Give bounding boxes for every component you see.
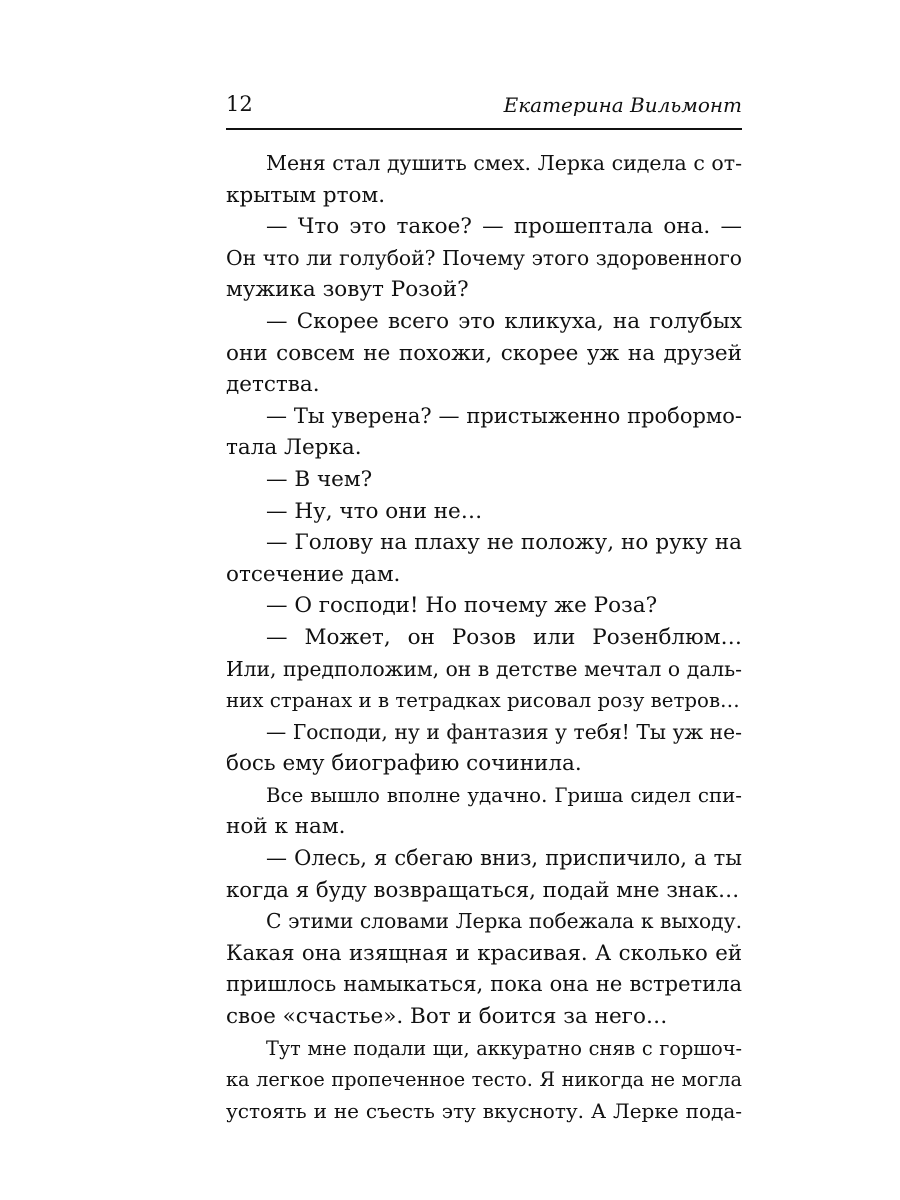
text-line: — Олесь, я сбегаю вниз, приспичило, а ты <box>266 846 742 871</box>
text-line: свое «счастье». Вот и боится за него… <box>226 1004 668 1030</box>
text-line: — Ну, что они не… <box>266 498 483 524</box>
text-line: Какая она изящная и красивая. А сколько ей <box>226 940 742 966</box>
page-header <box>226 88 742 130</box>
text-line: — Ты уверена? — пристыженно пробормо- <box>266 403 742 428</box>
text-line: Все вышло вполне удачно. Гриша сидел спи- <box>266 783 742 807</box>
text-line: ка легкое пропеченное тесто. Я никогда не могла <box>226 1068 742 1092</box>
text-line: Или, предположим, он в детстве мечтал о даль- <box>226 656 742 681</box>
text-line: ной к нам. <box>226 814 346 840</box>
text-line: — Скорее всего это кликуха, на голубых <box>266 308 742 334</box>
text-line: пришлось намыкаться, пока она не встретила <box>226 972 742 997</box>
text-line: мужика зовут Розой? <box>226 277 469 303</box>
text-line: — Господи, ну и фантазия у тебя! Ты уж не- <box>266 719 742 744</box>
text-line: Меня стал душить смех. Лерка сидела с от- <box>266 151 742 175</box>
text-line: — Может, он Розов или Розенблюм… <box>266 624 742 650</box>
text-line: когда я буду возвращаться, подай мне знак… <box>226 877 740 903</box>
text-line: них странах и в тетрадках рисовал розу ветров… <box>226 689 740 713</box>
text-line: крытым ртом. <box>226 182 386 208</box>
text-line: Тут мне подали щи, аккуратно сняв с горшоч- <box>266 1036 742 1060</box>
text-line: — В чем? <box>266 466 373 492</box>
text-line: С этими словами Лерка побежала к выходу. <box>266 909 742 934</box>
text-line: устоять и не съесть эту вкусноту. А Лерке пода- <box>226 1098 742 1123</box>
page-number: 12 <box>226 92 253 116</box>
text-line: тала Лерка. <box>226 435 362 461</box>
text-line: детства. <box>226 372 320 398</box>
text-line: они совсем не похожи, скорее уж на друзей <box>226 340 742 366</box>
text-line: — Что это такое? — прошептала она. — <box>266 214 742 240</box>
text-line: Он что ли голубой? Почему этого здоровенного <box>226 245 742 270</box>
text-line: бось ему биографию сочинила. <box>226 751 582 777</box>
text-line: отсечение дам. <box>226 561 401 587</box>
text-line: — Голову на плаху не положу, но руку на <box>266 530 742 556</box>
body-text <box>226 148 742 1127</box>
text-line: — О господи! Но почему же Роза? <box>266 593 658 619</box>
running-title: Екатерина Вильмонт <box>503 93 742 117</box>
